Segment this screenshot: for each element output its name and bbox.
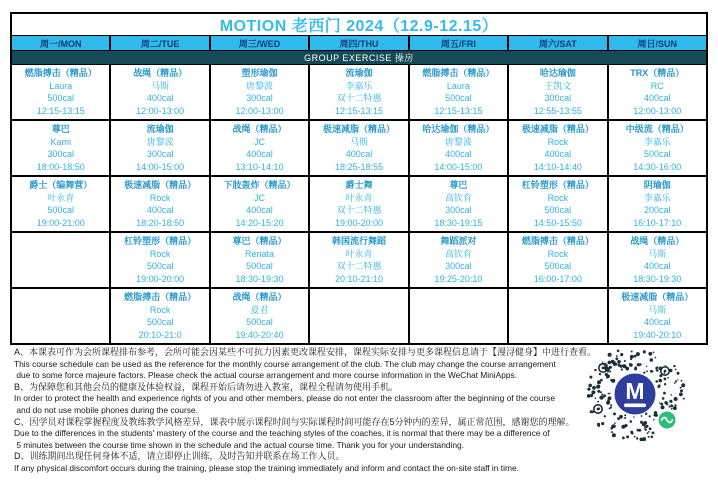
time-slot: 18:25-18:55 xyxy=(334,161,383,172)
schedule-cell xyxy=(211,289,310,343)
class-name: 流瑜伽 xyxy=(345,68,373,78)
calories: 500cal xyxy=(146,317,174,327)
calories: 500cal xyxy=(544,261,572,271)
time-slot: 14:00-15:00 xyxy=(136,161,185,172)
schedule-cell xyxy=(310,289,409,343)
calories: 500cal xyxy=(246,261,273,271)
coach-name: JC xyxy=(254,136,266,147)
schedule-row-2 xyxy=(12,177,706,233)
coach-name: RC xyxy=(650,80,664,91)
time-slot: 20:10-21:10 xyxy=(334,273,383,284)
class-name: 燃脂搏击（精品） xyxy=(422,68,495,78)
note-line: D、训练期间出现任何身体不适，请立即停止训练，及时告知并联系在场工作人员。 xyxy=(14,451,345,462)
coach-name: Laura xyxy=(49,80,73,91)
calories: 500cal xyxy=(246,317,273,327)
schedule-cell xyxy=(410,177,509,231)
time-slot: 18:30-19:15 xyxy=(434,217,483,228)
schedule-cell xyxy=(12,233,111,287)
time-slot: 19:25-20:10 xyxy=(434,273,483,284)
calories: 300cal xyxy=(146,149,174,159)
note-line: and do not use mobile phones during the course. xyxy=(14,404,198,415)
coach-name: Rock xyxy=(547,248,569,259)
coach-name: 叶永青 xyxy=(47,192,75,203)
time-slot: 18:00-18:50 xyxy=(36,161,85,172)
schedule-grid xyxy=(12,65,706,343)
coach-name: Rock xyxy=(547,136,569,147)
time-slot: 19:40-20:10 xyxy=(633,329,682,340)
calories: 300cal xyxy=(445,205,472,215)
class-name: 尊巴（精品） xyxy=(232,236,287,246)
schedule-cell xyxy=(12,65,111,119)
time-slot: 12:15-13:15 xyxy=(334,105,383,116)
page-title: MOTION 老西门 2024（12.9-12.15） xyxy=(219,18,499,35)
coach-name: Rock xyxy=(547,192,569,203)
day-header-0: 周一/MON xyxy=(12,36,111,50)
day-header-1: 周二/TUE xyxy=(111,36,210,50)
schedule-cell xyxy=(111,65,210,119)
note-line: Due to the differences in the students' mastery of the course and the teaching styles of the coaches, it is normal that there may be a difference of xyxy=(14,428,550,439)
schedule-cell xyxy=(509,65,608,119)
note-line: 5 minutes between the course time shown in the schedule and the actual course time. Thank you for your understanding. xyxy=(14,439,465,450)
schedule-cell xyxy=(211,233,310,287)
time-slot: 14:10-14:40 xyxy=(533,161,582,172)
coach-name: 唐黎波 xyxy=(444,136,472,147)
schedule-cell xyxy=(310,65,409,119)
time-slot: 18:20-18:50 xyxy=(136,217,185,228)
time-slot: 16:10-17:10 xyxy=(633,217,682,228)
schedule-cell xyxy=(111,177,210,231)
time-slot: 12:15-13:15 xyxy=(36,105,85,116)
class-name: 杠铃塑形（精品） xyxy=(124,236,197,246)
note-line: C、因学员对课程掌握程度及教练教学风格差异，课表中展示课程时间与实际课程时间可能存在5分钟内的差异，属正常范围，感谢您的理解。 xyxy=(14,416,575,427)
calories: 400cal xyxy=(246,149,273,159)
time-slot: 14:50-15:50 xyxy=(533,217,582,228)
calories: 500cal xyxy=(445,93,472,103)
calories: 500cal xyxy=(643,149,671,159)
coach-name: JC xyxy=(254,192,266,203)
class-name: 燃脂搏击（精品） xyxy=(521,236,594,246)
calories: 400cal xyxy=(246,205,273,215)
calories: 400cal xyxy=(345,149,373,159)
note-line: This course schedule can be used as the reference for the monthly course arrangement of the club. The club may change the course arrangement xyxy=(14,358,556,369)
schedule-cell xyxy=(111,233,210,287)
class-name: 哈达瑜伽 xyxy=(539,68,576,78)
schedule-cell xyxy=(609,121,706,175)
class-name: 燃脂搏击（精品） xyxy=(124,292,197,302)
class-name: 爵士舞 xyxy=(345,180,373,190)
coach-name: 王凯文 xyxy=(544,80,572,91)
calories: 400cal xyxy=(643,93,671,103)
class-name: 哈达瑜伽（精品） xyxy=(422,124,495,134)
schedule-cell xyxy=(609,177,706,231)
schedule-cell xyxy=(609,289,706,343)
schedule-cell xyxy=(12,177,111,231)
class-name: 舞蹈派对 xyxy=(440,236,477,246)
schedule-board xyxy=(10,12,708,345)
schedule-cell xyxy=(509,233,608,287)
svg-text:M: M xyxy=(625,378,645,404)
schedule-cell xyxy=(211,121,310,175)
calories: 300cal xyxy=(445,261,472,271)
time-slot: 12:00-13:00 xyxy=(136,105,185,116)
time-slot: 12:55-13:55 xyxy=(533,105,582,116)
calories: 500cal xyxy=(146,261,174,271)
qr-code-graphic xyxy=(583,348,687,452)
schedule-cell xyxy=(410,289,509,343)
day-header-row xyxy=(12,36,706,51)
miniprogram-qr-code xyxy=(583,348,687,452)
coach-name: 马斯 xyxy=(648,304,667,315)
calories: 500cal xyxy=(47,93,74,103)
schedule-row-0 xyxy=(12,65,706,121)
schedule-cell xyxy=(12,121,111,175)
title-bar xyxy=(12,14,706,36)
calories: 400cal xyxy=(146,93,174,103)
coach-name: 高钦育 xyxy=(444,248,472,259)
calories: 双十二特惠 xyxy=(336,261,382,271)
class-name: TRX（精品） xyxy=(630,68,685,78)
calories: 双十二特惠 xyxy=(336,205,382,215)
class-name: 杠铃塑形（精品） xyxy=(521,180,594,190)
class-name: 中级流（精品） xyxy=(625,124,689,134)
schedule-cell xyxy=(410,233,509,287)
class-name: 阴瑜伽 xyxy=(643,180,671,190)
schedule-cell xyxy=(111,289,210,343)
schedule-cell xyxy=(410,65,509,119)
schedule-cell xyxy=(609,65,706,119)
class-name: 流瑜伽 xyxy=(146,124,174,134)
class-name: 极速减脂（精品） xyxy=(322,124,395,134)
brand-logo-icon xyxy=(615,374,656,415)
calories: 200cal xyxy=(643,205,671,215)
coach-name: Kami xyxy=(50,136,71,147)
calories: 400cal xyxy=(544,149,572,159)
calories: 500cal xyxy=(544,205,572,215)
schedule-row-1 xyxy=(12,121,706,177)
time-slot: 12:00-13:00 xyxy=(235,105,284,116)
section-header-label: GROUP EXERCISE 操房 xyxy=(304,53,414,63)
section-header xyxy=(12,51,706,65)
schedule-cell xyxy=(609,233,706,287)
schedule-cell xyxy=(211,65,310,119)
class-name: 尊巴 xyxy=(449,180,468,190)
coach-name: 李嘉乐 xyxy=(345,80,373,91)
schedule-cell xyxy=(410,121,509,175)
coach-name: 夏君 xyxy=(250,304,269,315)
schedule-cell xyxy=(12,289,111,343)
schedule-cell xyxy=(111,121,210,175)
coach-name: Rock xyxy=(149,304,171,315)
note-line: due to some force majeure factors. Please check the actual course arrangement and more course information in the WeChat MiniApps. xyxy=(14,370,518,381)
coach-name: 马斯 xyxy=(151,80,170,91)
time-slot: 12:15-13:15 xyxy=(434,105,483,116)
calories: 400cal xyxy=(643,261,671,271)
time-slot: 19:00-20:00 xyxy=(334,217,383,228)
coach-name: 马斯 xyxy=(349,136,368,147)
calories: 400cal xyxy=(146,205,174,215)
coach-name: 高钦育 xyxy=(444,192,472,203)
coach-name: 李嘉乐 xyxy=(643,136,671,147)
note-line: If any physical discomfort occurs during the training, please stop the training immediately and inform and contact the on-site staff in time. xyxy=(14,462,519,473)
note-line: In order to protect the health and experience rights of you and other members, please do not enter the classroom after the beginning of the course xyxy=(14,393,555,404)
schedule-cell xyxy=(509,289,608,343)
time-slot: 20:10-21:0 xyxy=(138,329,182,340)
time-slot: 16:00-17:00 xyxy=(533,273,582,284)
class-name: 爵士（编舞营） xyxy=(29,180,93,190)
schedule-row-3 xyxy=(12,233,706,289)
class-name: 极速减脂（精品） xyxy=(521,124,594,134)
class-name: 战绳（精品） xyxy=(232,292,287,302)
calories: 300cal xyxy=(246,93,273,103)
calories: 300cal xyxy=(47,149,74,159)
calories: 400cal xyxy=(445,149,472,159)
time-slot: 13:10-14:10 xyxy=(235,161,284,172)
day-header-2: 周三/WED xyxy=(211,36,310,50)
coach-name: Rock xyxy=(149,248,171,259)
coach-name: 李嘉乐 xyxy=(643,192,671,203)
coach-name: Laura xyxy=(446,80,470,91)
time-slot: 19:40-20:40 xyxy=(235,329,284,340)
calories: 500cal xyxy=(47,205,74,215)
class-name: 韩国流行舞蹈 xyxy=(331,236,386,246)
time-slot: 14:00-15:00 xyxy=(434,161,483,172)
time-slot: 18:30-19:30 xyxy=(633,273,682,284)
calories: 300cal xyxy=(544,93,572,103)
wechat-icon xyxy=(659,412,676,429)
schedule-row-4 xyxy=(12,289,706,343)
schedule-cell xyxy=(211,177,310,231)
day-header-3: 周四/THU xyxy=(310,36,409,50)
class-name: 战绳（精品） xyxy=(630,236,685,246)
note-line: B、为保障您和其他会员的健康及体验权益，课程开始后请勿进入教室，课程全程请勿使用手机。 xyxy=(14,381,399,392)
coach-name: Renata xyxy=(245,248,275,259)
class-name: 战绳（精品） xyxy=(133,68,188,78)
schedule-cell xyxy=(310,121,409,175)
day-header-5: 周六/SAT xyxy=(509,36,608,50)
day-header-4: 周五/FRI xyxy=(410,36,509,50)
coach-name: 唐黎波 xyxy=(146,136,174,147)
time-slot: 14:20-15:20 xyxy=(235,217,284,228)
calories: 400cal xyxy=(643,317,671,327)
schedule-cell xyxy=(310,233,409,287)
schedule-cell xyxy=(509,177,608,231)
class-name: 燃脂搏击（精品） xyxy=(24,68,97,78)
class-name: 极速减脂（精品） xyxy=(124,180,197,190)
class-name: 下肢轰炸（精品） xyxy=(223,180,296,190)
time-slot: 12:00-13:00 xyxy=(633,105,682,116)
day-header-6: 周日/SUN xyxy=(637,38,677,49)
time-slot: 18:30-19:30 xyxy=(235,273,284,284)
time-slot: 14:30-16:00 xyxy=(633,161,682,172)
calories: 双十二特惠 xyxy=(336,93,382,103)
class-name: 极速减脂（精品） xyxy=(621,292,694,302)
schedule-cell xyxy=(310,177,409,231)
time-slot: 19:00-21:00 xyxy=(36,217,85,228)
coach-name: Rock xyxy=(149,192,171,203)
coach-name: 叶永青 xyxy=(345,192,373,203)
note-line: A、本课表可作为会所课程排布参考，会所可能会因某些不可抗力因素更改课程安排，课程实际安排与更多课程信息请于【漫浔健身】中进行查看。 xyxy=(14,347,597,357)
class-name: 塑形瑜伽 xyxy=(241,68,278,78)
class-name: 战绳（精品） xyxy=(232,124,287,134)
coach-name: 马斯 xyxy=(648,248,667,259)
schedule-cell xyxy=(509,121,608,175)
coach-name: 叶永青 xyxy=(345,248,373,259)
time-slot: 19:00-20:00 xyxy=(136,273,185,284)
coach-name: 唐黎波 xyxy=(246,80,274,91)
class-name: 尊巴 xyxy=(51,124,70,134)
